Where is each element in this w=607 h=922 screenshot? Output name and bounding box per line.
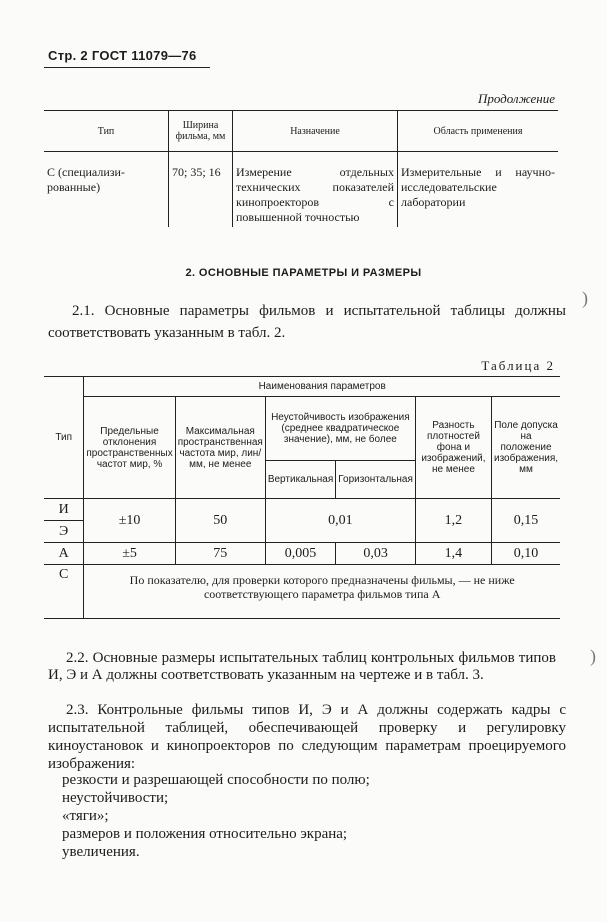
header-max-frequency: Максимальная пространственная частота мир, лин/мм, не менее [175,397,265,499]
paragraph-2-2-text: 2.2. Основные размеры испытательных таблиц контрольных фильмов типов И, Э и А должны соответствовать указанным на чертеже и в табл. 3. [48,650,556,683]
field-a: 0,10 [491,543,560,565]
paragraph-2-3 [48,701,566,773]
types-table-continued [44,110,558,227]
header-instability: Неустойчивость изображения (среднее квадратическое значение), мм, не более [265,397,415,461]
page-header: Стр. 2 ГОСТ 11079—76 [48,48,197,63]
paragraph-2-2 [48,650,566,684]
header-purpose: Назначение [233,111,398,152]
vertical-a: 0,005 [265,543,335,565]
max-frequency-a: 75 [175,543,265,565]
header-application: Область применения [398,111,559,152]
max-frequency-ie: 50 [175,499,265,543]
row-application: Измерительные и научно-исследовательские лаборатории [398,152,559,228]
row-type: С (специализи-рованные) [47,165,125,194]
deviation-a: ±5 [84,543,175,565]
margin-mark: ) [582,288,588,308]
instability-ie: 0,01 [265,499,415,543]
section-title: 2. ОСНОВНЫЕ ПАРАМЕТРЫ И РАЗМЕРЫ [185,267,422,279]
header-field: Поле допуска на положение изображения, мм [491,397,560,499]
note-c-text: По показателю, для проверки которого предназначены фильмы, — не ниже соответствующего параметра фильмов типа А [129,573,515,601]
table-2-label: Таблица 2 [481,358,555,373]
density-ie: 1,2 [415,499,491,543]
list-item: резкости и разрешающей способности по полю; [62,772,370,788]
header-type: Тип [44,377,84,499]
list-item: «тяги»; [62,808,109,824]
row-width: 70; 35; 16 [169,152,233,228]
list-item: размеров и положения относительно экрана; [62,826,348,842]
header-parameters: Наименования параметров [84,377,560,397]
paragraph-2-1-text: 2.1. Основные параметры фильмов и испытательной таблицы должны соответствовать указанным в табл. 2. [48,303,566,341]
type-c: С [44,565,84,619]
deviation-ie: ±10 [84,499,175,543]
header-density: Разность плотностей фона и изображений, не менее [415,397,491,499]
note-c [84,565,560,619]
row-purpose: Измерение отдельных технических показателей кинопроекторов с повышенной точностью [233,152,398,228]
parameters-table [44,376,560,619]
header-width: Ширина фильма, мм [169,111,233,152]
type-i: И [44,499,84,521]
continuation-label: Продолжение [477,91,555,106]
paragraph-2-3-text: 2.3. Контрольные фильмы типов И, Э и А должны содержать кадры с испытательной таблицей, обеспечивающей проверку и регулировку киноустановок и кинопроекторов по следующим параметрам проецируемого изображения: [48,702,566,772]
header-rule [44,67,210,68]
header-horizontal: Горизонтальная [336,461,416,499]
paragraph-2-1 [48,300,566,344]
horizontal-a: 0,03 [336,543,416,565]
type-a: А [44,543,84,565]
list-item: увеличения. [62,844,140,860]
header-deviation: Предельные отклонения пространственных частот мир, % [84,397,175,499]
header-vertical: Вертикальная [265,461,335,499]
header-type: Тип [44,111,169,152]
type-e: Э [44,521,84,543]
field-ie: 0,15 [491,499,560,543]
density-a: 1,4 [415,543,491,565]
margin-mark: ) [590,646,596,666]
list-item: неустойчивости; [62,790,169,806]
